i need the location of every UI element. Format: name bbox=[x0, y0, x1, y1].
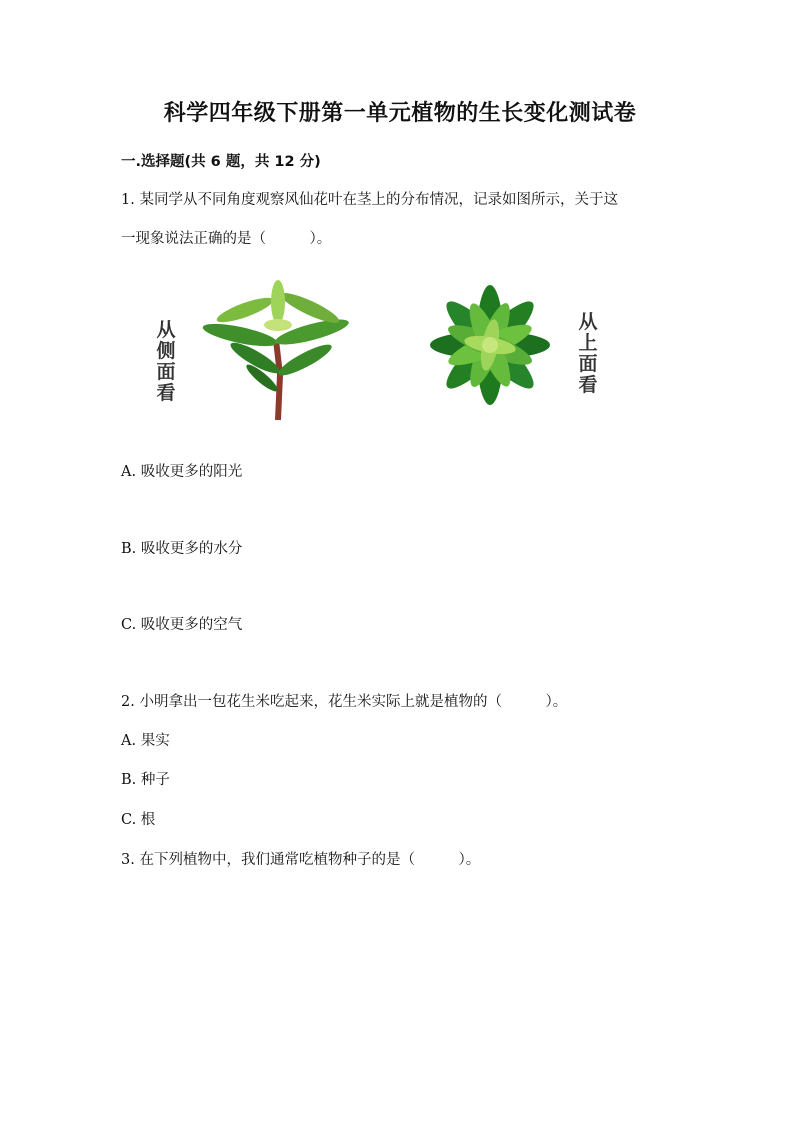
question-2-option-b[interactable]: B. 种子 bbox=[121, 772, 170, 788]
question-1-line-1: 1. 某同学从不同角度观察风仙花叶在茎上的分布情况，记录如图所示，关于这 bbox=[121, 192, 618, 208]
question-2-line-1: 2. 小明拿出一包花生米吃起来，花生米实际上就是植物的（ ）。 bbox=[121, 694, 568, 710]
question-3-line-1: 3. 在下列植物中，我们通常吃植物种子的是（ ）。 bbox=[121, 852, 481, 868]
question-1-option-b[interactable]: B. 吸收更多的水分 bbox=[121, 541, 243, 557]
question-2-option-c[interactable]: C. 根 bbox=[121, 812, 156, 828]
page-title: 科学四年级下册第一单元植物的生长变化测试卷 bbox=[163, 101, 637, 126]
question-1-option-a[interactable]: A. 吸收更多的阳光 bbox=[121, 464, 243, 480]
question-1-line-2: 一现象说法正确的是（ ）。 bbox=[121, 231, 332, 247]
question-2-option-a[interactable]: A. 果实 bbox=[121, 733, 170, 749]
section-heading: 一.选择题(共 6 题，共 12 分) bbox=[121, 154, 321, 170]
top-view-label: 从上面看 bbox=[578, 311, 598, 396]
question-1-figure bbox=[140, 270, 620, 430]
plant-top-view-image bbox=[420, 275, 560, 415]
side-view-label: 从侧面看 bbox=[156, 319, 176, 404]
plant-side-view-image bbox=[200, 280, 350, 425]
question-1-option-c[interactable]: C. 吸收更多的空气 bbox=[121, 617, 243, 633]
